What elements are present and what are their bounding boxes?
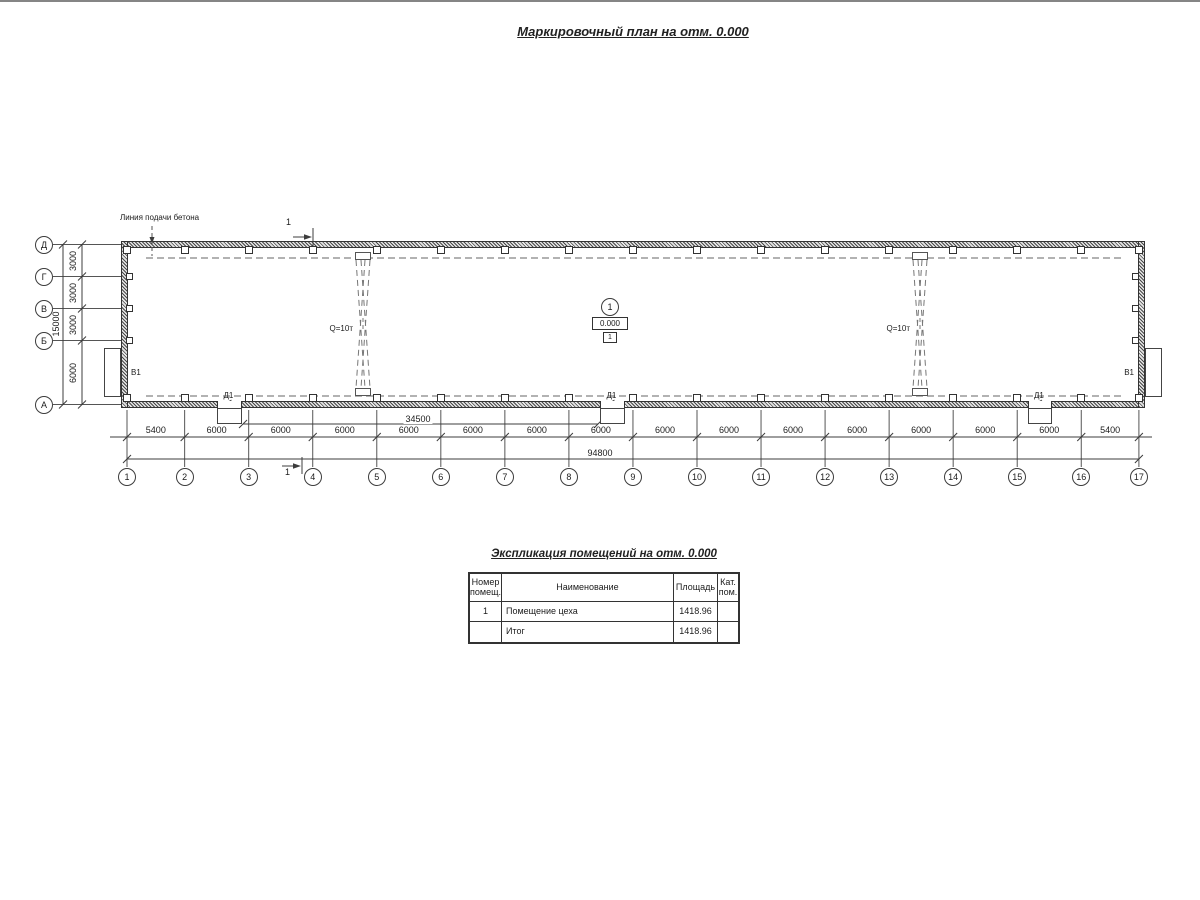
bay-dim-3: 6000: [270, 425, 291, 435]
axis-bubble-col-8: 8: [560, 468, 578, 486]
column-mark-bottom-11: [757, 394, 765, 402]
plan-title: Маркировочный план на отм. 0.000: [517, 24, 749, 39]
column-mark-bottom-9: [629, 394, 637, 402]
door-stoop-2: [600, 408, 625, 424]
bay-dim-11: 6000: [783, 425, 804, 435]
concrete-line-arrow: [150, 237, 155, 244]
axis-bubble-row-Г: Г: [35, 268, 53, 286]
room-elevation-marker: 0.000: [592, 317, 628, 330]
axis-bubble-col-7: 7: [496, 468, 514, 486]
column-mark-bottom-17: [1135, 394, 1143, 402]
left-dim-3: 3000: [68, 314, 78, 335]
axis-bubble-col-10: 10: [688, 468, 706, 486]
column-mark-left-1: [126, 305, 133, 312]
left-dim-2: 3000: [68, 282, 78, 303]
column-mark-bottom-3: [245, 394, 253, 402]
th-room-number: Номер помещ.: [470, 574, 502, 602]
bay-dim-13: 6000: [911, 425, 932, 435]
cell-total-area: 1418.96: [674, 622, 718, 642]
th-area: Площадь: [674, 574, 718, 602]
door-stoop-1: [217, 408, 242, 424]
bay-dim-1: 5400: [145, 425, 166, 435]
axis-bubble-col-4: 4: [304, 468, 322, 486]
column-mark-right-2: [1132, 337, 1139, 344]
column-mark-top-12: [821, 246, 829, 254]
crane-symbol-right: [918, 260, 927, 388]
column-mark-top-11: [757, 246, 765, 254]
column-mark-bottom-1: [123, 394, 131, 402]
axis-bubble-col-6: 6: [432, 468, 450, 486]
axis-bubble-col-11: 11: [752, 468, 770, 486]
crane-symbol-left-top-stop: [355, 252, 371, 260]
cell-room-category: [718, 602, 738, 622]
bay-dim-14: 6000: [975, 425, 996, 435]
axis-bubble-col-5: 5: [368, 468, 386, 486]
cell-total-category: [718, 622, 738, 642]
room-schedule-table: [468, 572, 740, 644]
column-mark-bottom-16: [1077, 394, 1085, 402]
column-mark-right-0: [1132, 273, 1139, 280]
th-name: Наименование: [502, 574, 674, 602]
axis-bubble-row-А: А: [35, 396, 53, 414]
axis-bubble-col-9: 9: [624, 468, 642, 486]
crane-symbol-right: [913, 260, 922, 388]
column-mark-bottom-4: [309, 394, 317, 402]
column-mark-bottom-13: [885, 394, 893, 402]
column-mark-bottom-12: [821, 394, 829, 402]
column-mark-left-2: [126, 337, 133, 344]
bay-dim-6: 6000: [462, 425, 483, 435]
room-category-marker: 1: [603, 332, 617, 343]
column-mark-top-14: [949, 246, 957, 254]
section-cut-label-top: 1: [286, 217, 292, 227]
bay-dim-2: 6000: [206, 425, 227, 435]
room-schedule-title: Экспликация помещений на отм. 0.000: [491, 548, 717, 560]
axis-bubble-row-Б: Б: [35, 332, 53, 350]
column-mark-bottom-15: [1013, 394, 1021, 402]
axis-bubble-row-Д: Д: [35, 236, 53, 254]
bay-dim-15: 6000: [1039, 425, 1060, 435]
door-stoop-3: [1028, 408, 1052, 424]
column-mark-top-16: [1077, 246, 1085, 254]
cell-room-number: 1: [470, 602, 502, 622]
column-mark-top-8: [565, 246, 573, 254]
bay-dim-12: 6000: [847, 425, 868, 435]
column-mark-bottom-14: [949, 394, 957, 402]
bay-dim-5: 6000: [398, 425, 419, 435]
column-mark-right-1: [1132, 305, 1139, 312]
axis-bubble-col-2: 2: [176, 468, 194, 486]
column-mark-top-7: [501, 246, 509, 254]
column-mark-bottom-7: [501, 394, 509, 402]
door-label-1: Д1: [223, 391, 234, 400]
section-arrow-top-head: [304, 234, 312, 240]
column-mark-bottom-8: [565, 394, 573, 402]
cell-room-area: 1418.96: [674, 602, 718, 622]
axis-bubble-col-12: 12: [816, 468, 834, 486]
axis-bubble-col-3: 3: [240, 468, 258, 486]
inlet-label-right: В1: [1124, 368, 1134, 377]
bay-dim-4: 6000: [334, 425, 355, 435]
cell-total-number: [470, 622, 502, 642]
th-category: Кат. пом.: [718, 574, 738, 602]
axis-bubble-col-17: 17: [1130, 468, 1148, 486]
crane-capacity-label-right: Q=10т: [886, 324, 910, 333]
room-number-marker: 1: [601, 298, 619, 316]
axis-bubble-row-В: В: [35, 300, 53, 318]
column-mark-top-4: [309, 246, 317, 254]
cell-total-label: Итог: [502, 622, 674, 642]
axis-bubble-col-13: 13: [880, 468, 898, 486]
column-mark-bottom-5: [373, 394, 381, 402]
concrete-line-note: Линия подачи бетона: [120, 213, 200, 222]
column-mark-top-6: [437, 246, 445, 254]
bay-dim-8: 6000: [590, 425, 611, 435]
cell-room-name: Помещение цеха: [502, 602, 674, 622]
axis-bubble-col-16: 16: [1072, 468, 1090, 486]
bay-dim-9: 6000: [654, 425, 675, 435]
left-dim-4: 6000: [68, 362, 78, 383]
column-mark-bottom-10: [693, 394, 701, 402]
column-mark-top-9: [629, 246, 637, 254]
crane-symbol-right-bottom-stop: [912, 388, 928, 396]
column-mark-top-3: [245, 246, 253, 254]
axis-bubble-col-15: 15: [1008, 468, 1026, 486]
crane-symbol-left: [361, 260, 370, 388]
column-mark-bottom-2: [181, 394, 189, 402]
bay-dim-10: 6000: [719, 425, 740, 435]
crane-symbol-left: [356, 260, 365, 388]
dim-between-doors: 34500: [405, 414, 431, 424]
column-mark-top-1: [123, 246, 131, 254]
bay-dim-16: 5400: [1100, 425, 1121, 435]
column-mark-top-17: [1135, 246, 1143, 254]
left-dim-1: 3000: [68, 250, 78, 271]
crane-symbol-left-bottom-stop: [355, 388, 371, 396]
column-mark-top-2: [181, 246, 189, 254]
column-mark-left-0: [126, 273, 133, 280]
column-mark-top-15: [1013, 246, 1021, 254]
column-mark-bottom-6: [437, 394, 445, 402]
door-label-3: Д1: [1034, 391, 1044, 400]
inlet-label-left: В1: [131, 368, 141, 377]
axis-bubble-col-1: 1: [118, 468, 136, 486]
column-mark-top-5: [373, 246, 381, 254]
dim-total: 94800: [587, 448, 613, 458]
column-mark-top-13: [885, 246, 893, 254]
crane-capacity-label-left: Q=10т: [329, 324, 353, 333]
dim-left-total: 15000: [51, 311, 61, 337]
axis-bubble-col-14: 14: [944, 468, 962, 486]
column-mark-top-10: [693, 246, 701, 254]
crane-symbol-right-top-stop: [912, 252, 928, 260]
door-label-2: Д1: [606, 391, 617, 400]
section-cut-label-bottom: 1: [285, 467, 291, 477]
section-arrow-bottom-head: [293, 463, 301, 469]
bay-dim-7: 6000: [526, 425, 547, 435]
